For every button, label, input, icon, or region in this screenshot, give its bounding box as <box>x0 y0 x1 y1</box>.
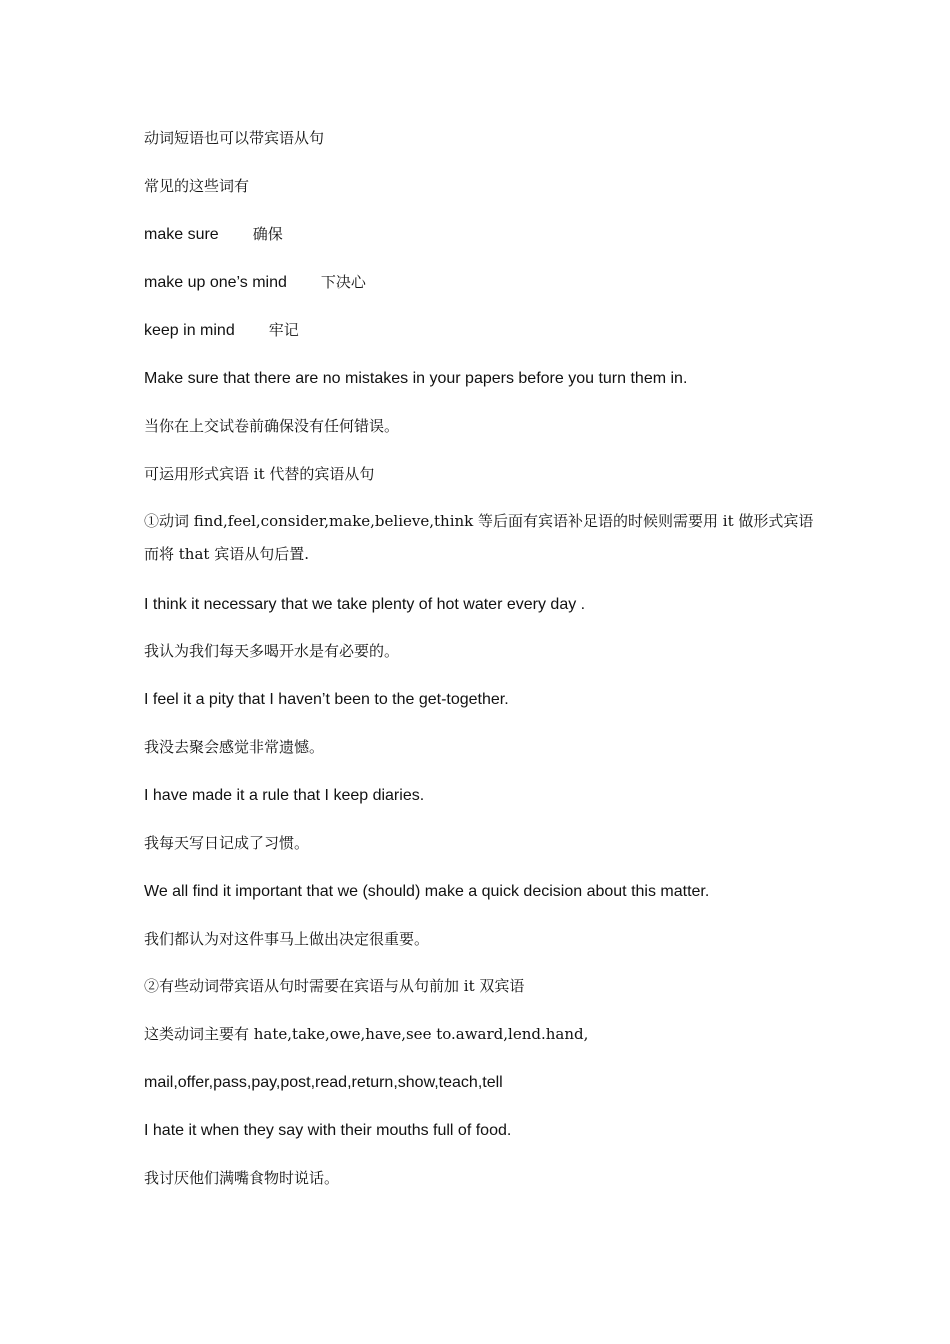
phrase-english: make up one’s mind <box>144 274 287 291</box>
translation: 我没去聚会感觉非常遗憾。 <box>144 738 325 756</box>
phrase-chinese: 确保 <box>252 225 283 243</box>
verb-list: mail,offer,pass,pay,post,read,return,show,teach,tell <box>144 1074 503 1091</box>
rule-heading: ②有些动词带宾语从句时需要在宾语与从句前加 it 双宾语 <box>144 977 525 995</box>
verb-list: 这类动词主要有 hate,take,owe,have,see to.award,lend.hand, <box>144 1025 589 1043</box>
rule-paragraph: ①动词 find,feel,consider,make,believe,think 等后面有宾语补足语的时候则需要用 it 做形式宾语而将 that 宾语从句后置. <box>144 512 814 563</box>
translation: 当你在上交试卷前确保没有任何错误。 <box>144 417 400 435</box>
translation: 我认为我们每天多喝开水是有必要的。 <box>144 642 400 660</box>
section-heading: 可运用形式宾语 it 代替的宾语从句 <box>144 465 375 483</box>
phrase-line <box>144 224 824 245</box>
phrase-chinese: 下决心 <box>320 273 366 291</box>
example-sentence: I think it necessary that we take plenty of hot water every day . <box>144 596 586 613</box>
example-sentence: I have made it a rule that I keep diaries. <box>144 787 425 804</box>
translation: 我每天写日记成了习惯。 <box>144 834 310 852</box>
phrase-english: make sure <box>144 226 219 243</box>
text-line: 常见的这些词有 <box>144 177 250 195</box>
example-sentence: I hate it when they say with their mouths full of food. <box>144 1122 512 1139</box>
translation: 我们都认为对这件事马上做出决定很重要。 <box>144 930 430 948</box>
translation: 我讨厌他们满嘴食物时说话。 <box>144 1169 340 1187</box>
phrase-english: keep in mind <box>144 322 235 339</box>
text-line: 动词短语也可以带宾语从句 <box>144 129 325 147</box>
example-sentence: Make sure that there are no mistakes in your papers before you turn them in. <box>144 370 688 387</box>
phrase-chinese: 牢记 <box>268 321 299 339</box>
phrase-line <box>144 320 824 341</box>
phrase-line <box>144 272 824 293</box>
example-sentence: We all find it important that we (should) make a quick decision about this matter. <box>144 883 710 900</box>
example-sentence: I feel it a pity that I haven’t been to the get-together. <box>144 691 509 708</box>
